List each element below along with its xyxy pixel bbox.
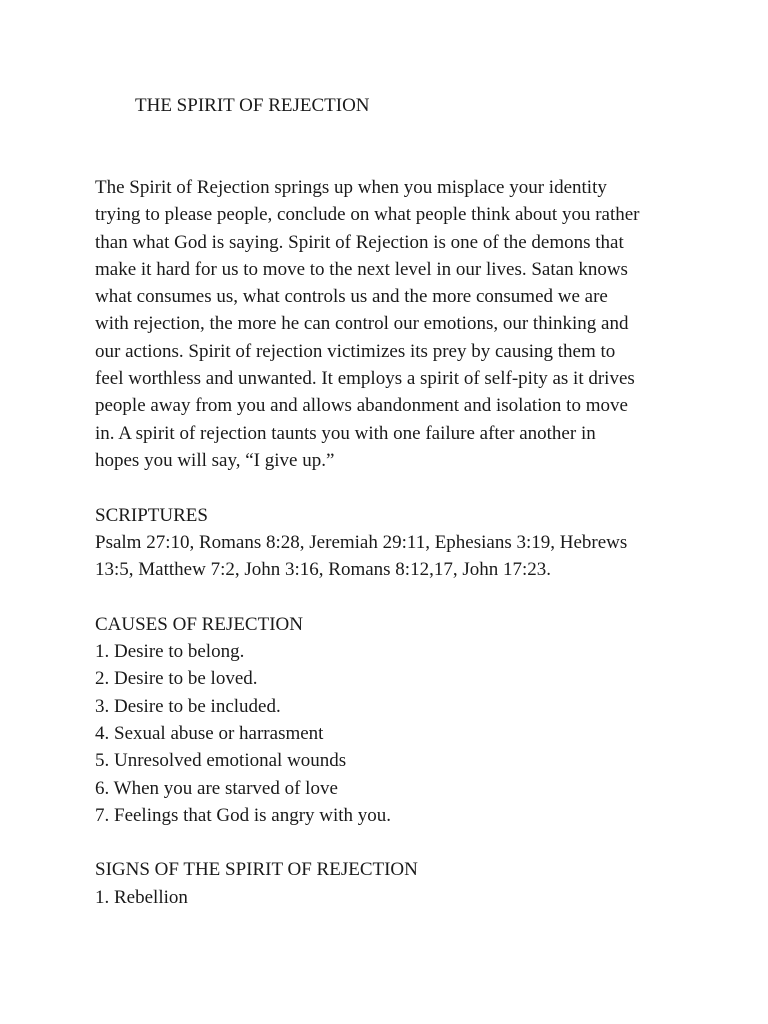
list-item: 1. Rebellion: [95, 886, 188, 908]
spacer: [95, 583, 735, 610]
spacer: [95, 474, 735, 501]
scriptures-section: [95, 502, 735, 584]
signs-list: [95, 884, 735, 911]
paragraph-line: feel worthless and unwanted. It employs a spirit of self-pity as it drives: [95, 368, 635, 390]
list-item: 1. Desire to belong.: [95, 641, 245, 663]
list-item: 2. Desire to be loved.: [95, 668, 258, 690]
paragraph-line: The Spirit of Rejection springs up when you misplace your identity: [95, 177, 607, 198]
signs-section: [95, 856, 735, 911]
list-item: 7. Feelings that God is angry with you.: [95, 804, 392, 826]
list-item: 5. Unresolved emotional wounds: [95, 750, 347, 772]
spacer: [95, 829, 735, 856]
intro-paragraph: [95, 174, 735, 474]
list-item: 3. Desire to be included.: [95, 695, 281, 717]
paragraph-line: people away from you and allows abandonment and isolation to move: [95, 395, 628, 417]
section-heading: SIGNS OF THE SPIRIT OF REJECTION: [95, 859, 418, 881]
causes-section: [95, 611, 735, 829]
paragraph-line: what consumes us, what controls us and the more consumed we are: [95, 286, 608, 308]
section-heading: CAUSES OF REJECTION: [95, 613, 303, 635]
list-item: 4. Sexual abuse or harrasment: [95, 722, 324, 744]
paragraph-line: in. A spirit of rejection taunts you with one failure after another in: [95, 422, 596, 444]
paragraph-line: our actions. Spirit of rejection victimizes its prey by causing them to: [95, 340, 616, 362]
paragraph-line: with rejection, the more he can control our emotions, our thinking and: [95, 313, 629, 335]
section-heading: SCRIPTURES: [95, 504, 208, 526]
paragraph-line: than what God is saying. Spirit of Rejection is one of the demons that: [95, 231, 624, 253]
list-item: 6. When you are starved of love: [95, 777, 338, 799]
paragraph-line: hopes you will say, “I give up.”: [95, 449, 335, 471]
document-body: [95, 174, 735, 911]
document-title: THE SPIRIT OF REJECTION: [135, 95, 370, 116]
causes-list: [95, 638, 735, 829]
scripture-line: 13:5, Matthew 7:2, John 3:16, Romans 8:12,17, John 17:23.: [95, 559, 551, 581]
scripture-line: Psalm 27:10, Romans 8:28, Jeremiah 29:11, Ephesians 3:19, Hebrews: [95, 531, 628, 553]
paragraph-line: make it hard for us to move to the next level in our lives. Satan knows: [95, 258, 628, 280]
paragraph-line: trying to please people, conclude on what people think about you rather: [95, 204, 640, 226]
